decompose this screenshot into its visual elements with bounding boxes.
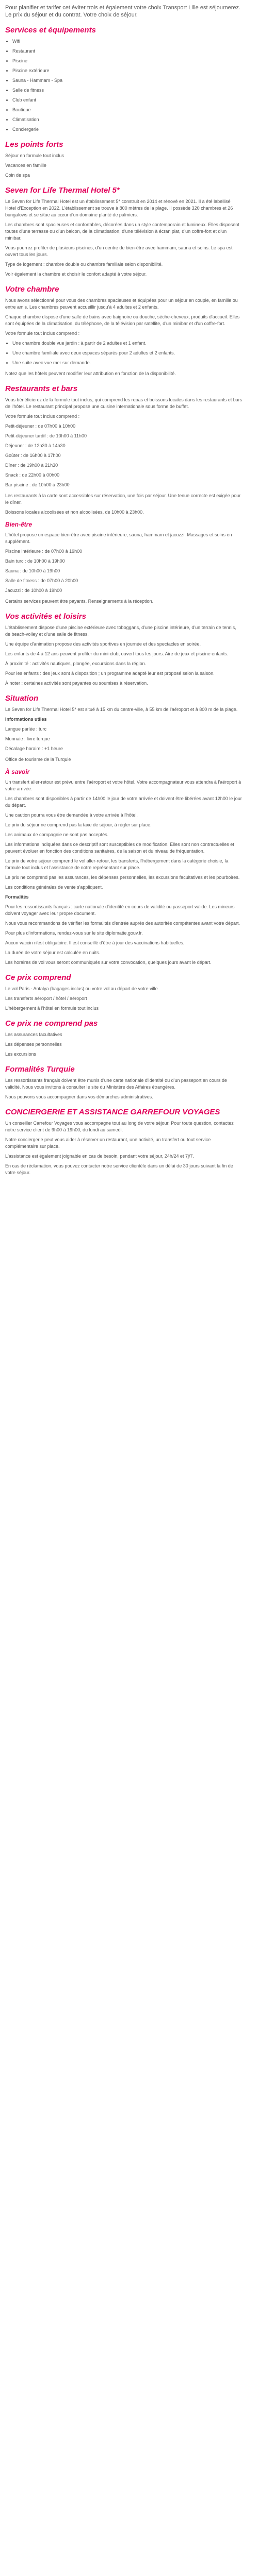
list-item: Bain turc : de 10h00 à 19h00 [5,558,65,564]
hotel-paragraph: Type de logement : chambre double ou chambre familiale selon disponibilité. [5,262,163,267]
list-item: Décalage horaire : +1 heure [5,746,63,751]
details-health: Aucun vaccin n'est obligatoire. Il est conseillé d'être à jour des vaccinations habituelles. [5,940,185,945]
price-excludes-list [5,1031,243,1058]
list-item: Les transferts aéroport / hôtel / aéroport [5,996,87,1001]
hotel-paragraph: Vous pourrez profiter de plusieurs piscines, d'un centre de bien-être avec hammam, sauna et soins. Le spa est ouvert tous les jours. [5,245,233,257]
price-excludes-title: Ce prix ne comprend pas [5,1019,98,1028]
details-notice: Les horaires de vol vous seront communiqués sur votre convocation, quelques jours avant le départ. [5,960,212,965]
list-item: • Piscine [12,58,243,64]
hotel-note: Voir également la chambre et choisir le confort adapté à votre séjour. [5,272,147,277]
activities-paragraph: Une équipe d'animation propose des activités sportives en journée et des spectacles en soirée. [5,641,201,647]
meals-list [5,423,243,488]
list-item: Goûter : de 16h00 à 17h00 [5,453,61,458]
list-item: • Salle de fitness [12,87,243,94]
restaurants-title: Restaurants et bars [5,384,78,393]
list-item: Les excursions [5,1052,37,1057]
services-list [5,38,243,133]
activities-title: Vos activités et loisirs [5,612,87,621]
tourism-office: Office de tourisme de la Turquie [5,757,71,762]
hotel-paragraph: Les chambres sont spacieuses et confortables, décorées dans un style contemporain et lumineux. Elles disposent toutes d'une terrasse ou d'un balcon, de la climatisation, d'une télévision à écran plat, d'un coffre-fort et d'un minibar. [5,222,239,241]
list-item: Petit-déjeuner : de 07h00 à 10h00 [5,423,76,429]
spa-text: L'hôtel propose un espace bien-être avec piscine intérieure, sauna, hammam et jacuzzi. Massages et soins en supplément. [5,532,232,544]
strengths-title: Les points forts [5,140,63,149]
formalities-paragraph: Les ressortissants français doivent être munis d'une carte nationale d'identité ou d'un passeport en cours de validité. Nous vous invitons à consulter le site du Ministère des Affaires étrangères. [5,1078,227,1090]
details-formalities: Nous vous recommandons de vérifier les formalités d'entrée auprès des autorités compétentes avant votre départ. [5,921,240,926]
concierge-paragraph: En cas de réclamation, vous pouvez contacter notre service clientèle dans un délai de 30 jours suivant la fin de votre séjour. [5,1163,233,1175]
restaurants-drinks: Boissons locales alcoolisées et non alcoolisées, de 10h00 à 23h00. [5,510,144,515]
activities-paragraph: À proximité : activités nautiques, plongée, excursions dans la région. [5,661,147,666]
list-item: Vacances en famille [5,163,46,168]
price-includes-title: Ce prix comprend [5,973,71,982]
list-item: • Sauna - Hammam - Spa [12,77,243,84]
list-item: • Club enfant [12,97,243,104]
arrival-paragraph: Les informations indiquées dans ce descriptif sont susceptibles de modification. Elles sont non contractuelles et peuvent évoluer en fonction des conditions sanitaires, de la saison et du niveau de fréquentation. [5,842,234,854]
list-item: • Piscine extérieure [12,67,243,74]
formalities-paragraph: Nous pouvons vous accompagner dans vos démarches administratives. [5,1094,153,1099]
list-item: Jacuzzi : de 10h00 à 19h00 [5,588,62,593]
services-title: Services et équipements [5,26,96,35]
details-duration: La durée de votre séjour est calculée en nuits. [5,950,101,955]
concierge-paragraph: Un conseiller Carrefour Voyages vous accompagne tout au long de votre séjour. Pour toute question, contactez notre service client de 9h00 à 19h00, du lundi au samedi. [5,1121,234,1132]
arrival-paragraph: Les animaux de compagnie ne sont pas acceptés. [5,832,109,837]
list-item: Coin de spa [5,173,30,178]
list-item: Déjeuner : de 12h30 à 14h30 [5,443,66,448]
list-item: Les assurances facultatives [5,1032,62,1037]
list-item: • Climatisation [12,116,243,123]
list-item: • Conciergerie [12,126,243,133]
activities-paragraph: Pour les enfants : des jeux sont à disposition ; un programme adapté leur est proposé selon la saison. [5,671,215,676]
spa-schedule-list [5,548,243,594]
strengths-list [5,152,243,179]
list-item: Bar piscine : de 10h00 à 23h00 [5,482,70,487]
list-item: • Une chambre double vue jardin : à partir de 2 adultes et 1 enfant. [12,340,243,347]
info-list [5,726,243,752]
location-title: Situation [5,694,39,703]
rooms-title: Votre chambre [5,285,59,294]
list-item: Langue parlée : turc [5,726,47,732]
rooms-paragraph: Chaque chambre dispose d'une salle de bains avec baignoire ou douche, sèche-cheveux, produits d'accueil. Elles sont équipées de la climatisation, du téléphone, de la télévision par satellite, d'un minibar et d'un coffre-fort. [5,314,240,326]
arrival-paragraph: Les chambres sont disponibles à partir de 14h00 le jour de votre arrivée et doivent être libérées avant 12h00 le jour du départ. [5,796,242,808]
location-paragraph: Le Seven for Life Thermal Hotel 5* est situé à 15 km du centre-ville, à 55 km de l'aéroport et à 800 m de la plage. [5,707,238,712]
restaurants-paragraph: Votre formule tout inclus comprend : [5,414,80,419]
intro-text: Pour planifier et tarifer cet éviter trois et également votre choix Transport Lille est séjournerez. Le prix du séjour et du contrat. Votre choix de séjour. [5,5,241,18]
arrival-title: À savoir [5,768,30,775]
list-item: Monnaie : livre turque [5,736,50,741]
list-item: Sauna : de 10h00 à 19h00 [5,568,60,573]
hotel-paragraph: Le Seven for Life Thermal Hotel est un établissement 5* construit en 2014 et rénové en 2021. Il a été labellisé Hotel d'Exception en 2022. L'établissement se trouve à 800 mètres de la plage. Il possède 320 chambres et 26 bungalows et se situe au cœur d'un domaine planté de palmiers. [5,199,233,217]
arrival-paragraph: Une caution pourra vous être demandée à votre arrivée à l'hôtel. [5,812,138,818]
hotel-title: Seven for Life Thermal Hotel 5* [5,186,120,195]
restaurants-extra: Les restaurants à la carte sont accessibles sur réservation, une fois par séjour. Une tenue correcte est exigée pour le dîner. [5,493,241,505]
list-item: Salle de fitness : de 07h00 à 20h00 [5,578,78,583]
price-includes-list [5,986,243,1012]
concierge-paragraph: Notre conciergerie peut vous aider à réserver un restaurant, une activité, un transfert ou tout service complémentaire sur place. [5,1137,211,1149]
spa-title: Bien-être [5,521,33,528]
activities-paragraph: L'établissement dispose d'une piscine extérieure avec toboggans, d'une piscine intérieure, d'un terrain de tennis, de beach-volley et d'une salle de fitness. [5,625,236,637]
details-formalities: Pour les ressortissants français : carte nationale d'identité en cours de validité ou passeport valide. Les mineurs doivent voyager avec leur propre document. [5,904,235,916]
restaurants-closing: Certains services peuvent être payants. Renseignements à la réception. [5,599,154,604]
formalities-title: Formalités Turquie [5,1065,75,1074]
details-formalities-title: Formalités [5,894,29,900]
activities-paragraph: À noter : certaines activités sont payantes ou soumises à réservation. [5,681,148,686]
list-item: • Boutique [12,107,243,113]
list-item: Petit-déjeuner tardif : de 10h00 à 11h00 [5,433,87,438]
list-item: Piscine intérieure : de 07h00 à 19h00 [5,549,83,554]
concierge-paragraph: L'assistance est également joignable en cas de besoin, pendant votre séjour, 24h/24 et 7j/7. [5,1154,194,1159]
list-item: Le vol Paris - Antalya (bagages inclus) ou votre vol au départ de votre ville [5,986,158,991]
list-item: Dîner : de 19h00 à 21h30 [5,463,58,468]
restaurants-paragraph: Vous bénéficierez de la formule tout inclus, qui comprend les repas et boissons locales dans les restaurants et bars de l'hôtel. Le restaurant principal propose une cuisine internationale sous forme de buffet. [5,397,243,409]
concierge-title: CONCIERGERIE ET ASSISTANCE GARREFOUR VOYAGES [5,1108,220,1116]
list-item: Séjour en formule tout inclus [5,153,64,158]
list-item: Snack : de 22h00 à 00h00 [5,472,60,478]
details-paragraph: Les conditions générales de vente s'appliquent. [5,885,103,890]
details-formalities: Pour plus d'informations, rendez-vous sur le site diplomatie.gouv.fr. [5,930,143,936]
list-item: • Une suite avec vue mer sur demande. [12,360,243,366]
details-paragraph: Le prix de votre séjour comprend le vol aller-retour, les transferts, l'hébergement dans la catégorie choisie, la formule tout inclus et l'assistance de notre représentant sur place. [5,858,229,870]
arrival-paragraph: Le prix du séjour ne comprend pas la taxe de séjour, à régler sur place. [5,822,152,827]
rooms-paragraph: Nous avons sélectionné pour vous des chambres spacieuses et équipées pour un séjour en couple, en famille ou entre amis. Les chambres peuvent accueillir jusqu'à 4 adultes et 2 enfants. [5,298,238,310]
activities-paragraph: Les enfants de 4 à 12 ans peuvent profiter du mini-club, ouvert tous les jours. Aire de jeux et piscine enfants. [5,651,229,656]
details-paragraph: Le prix ne comprend pas les assurances, les dépenses personnelles, les excursions facultatives et les pourboires. [5,875,240,880]
list-item: • Restaurant [12,48,243,55]
rooms-extra: Notez que les hôtels peuvent modifier leur attribution en fonction de la disponibilité. [5,371,176,376]
arrival-paragraph: Un transfert aller-retour est prévu entre l'aéroport et votre hôtel. Votre accompagnateur vous attendra à l'aéroport à votre arrivée. [5,779,241,791]
info-title: Informations utiles [5,717,47,722]
list-item: L'hébergement à l'hôtel en formule tout inclus [5,1006,99,1011]
room-types-list [5,340,243,366]
list-item: • Wifi [12,38,243,45]
rooms-paragraph: Votre formule tout inclus comprend : [5,331,80,336]
list-item: Les dépenses personnelles [5,1042,62,1047]
list-item: • Une chambre familiale avec deux espaces séparés pour 2 adultes et 2 enfants. [12,350,243,357]
